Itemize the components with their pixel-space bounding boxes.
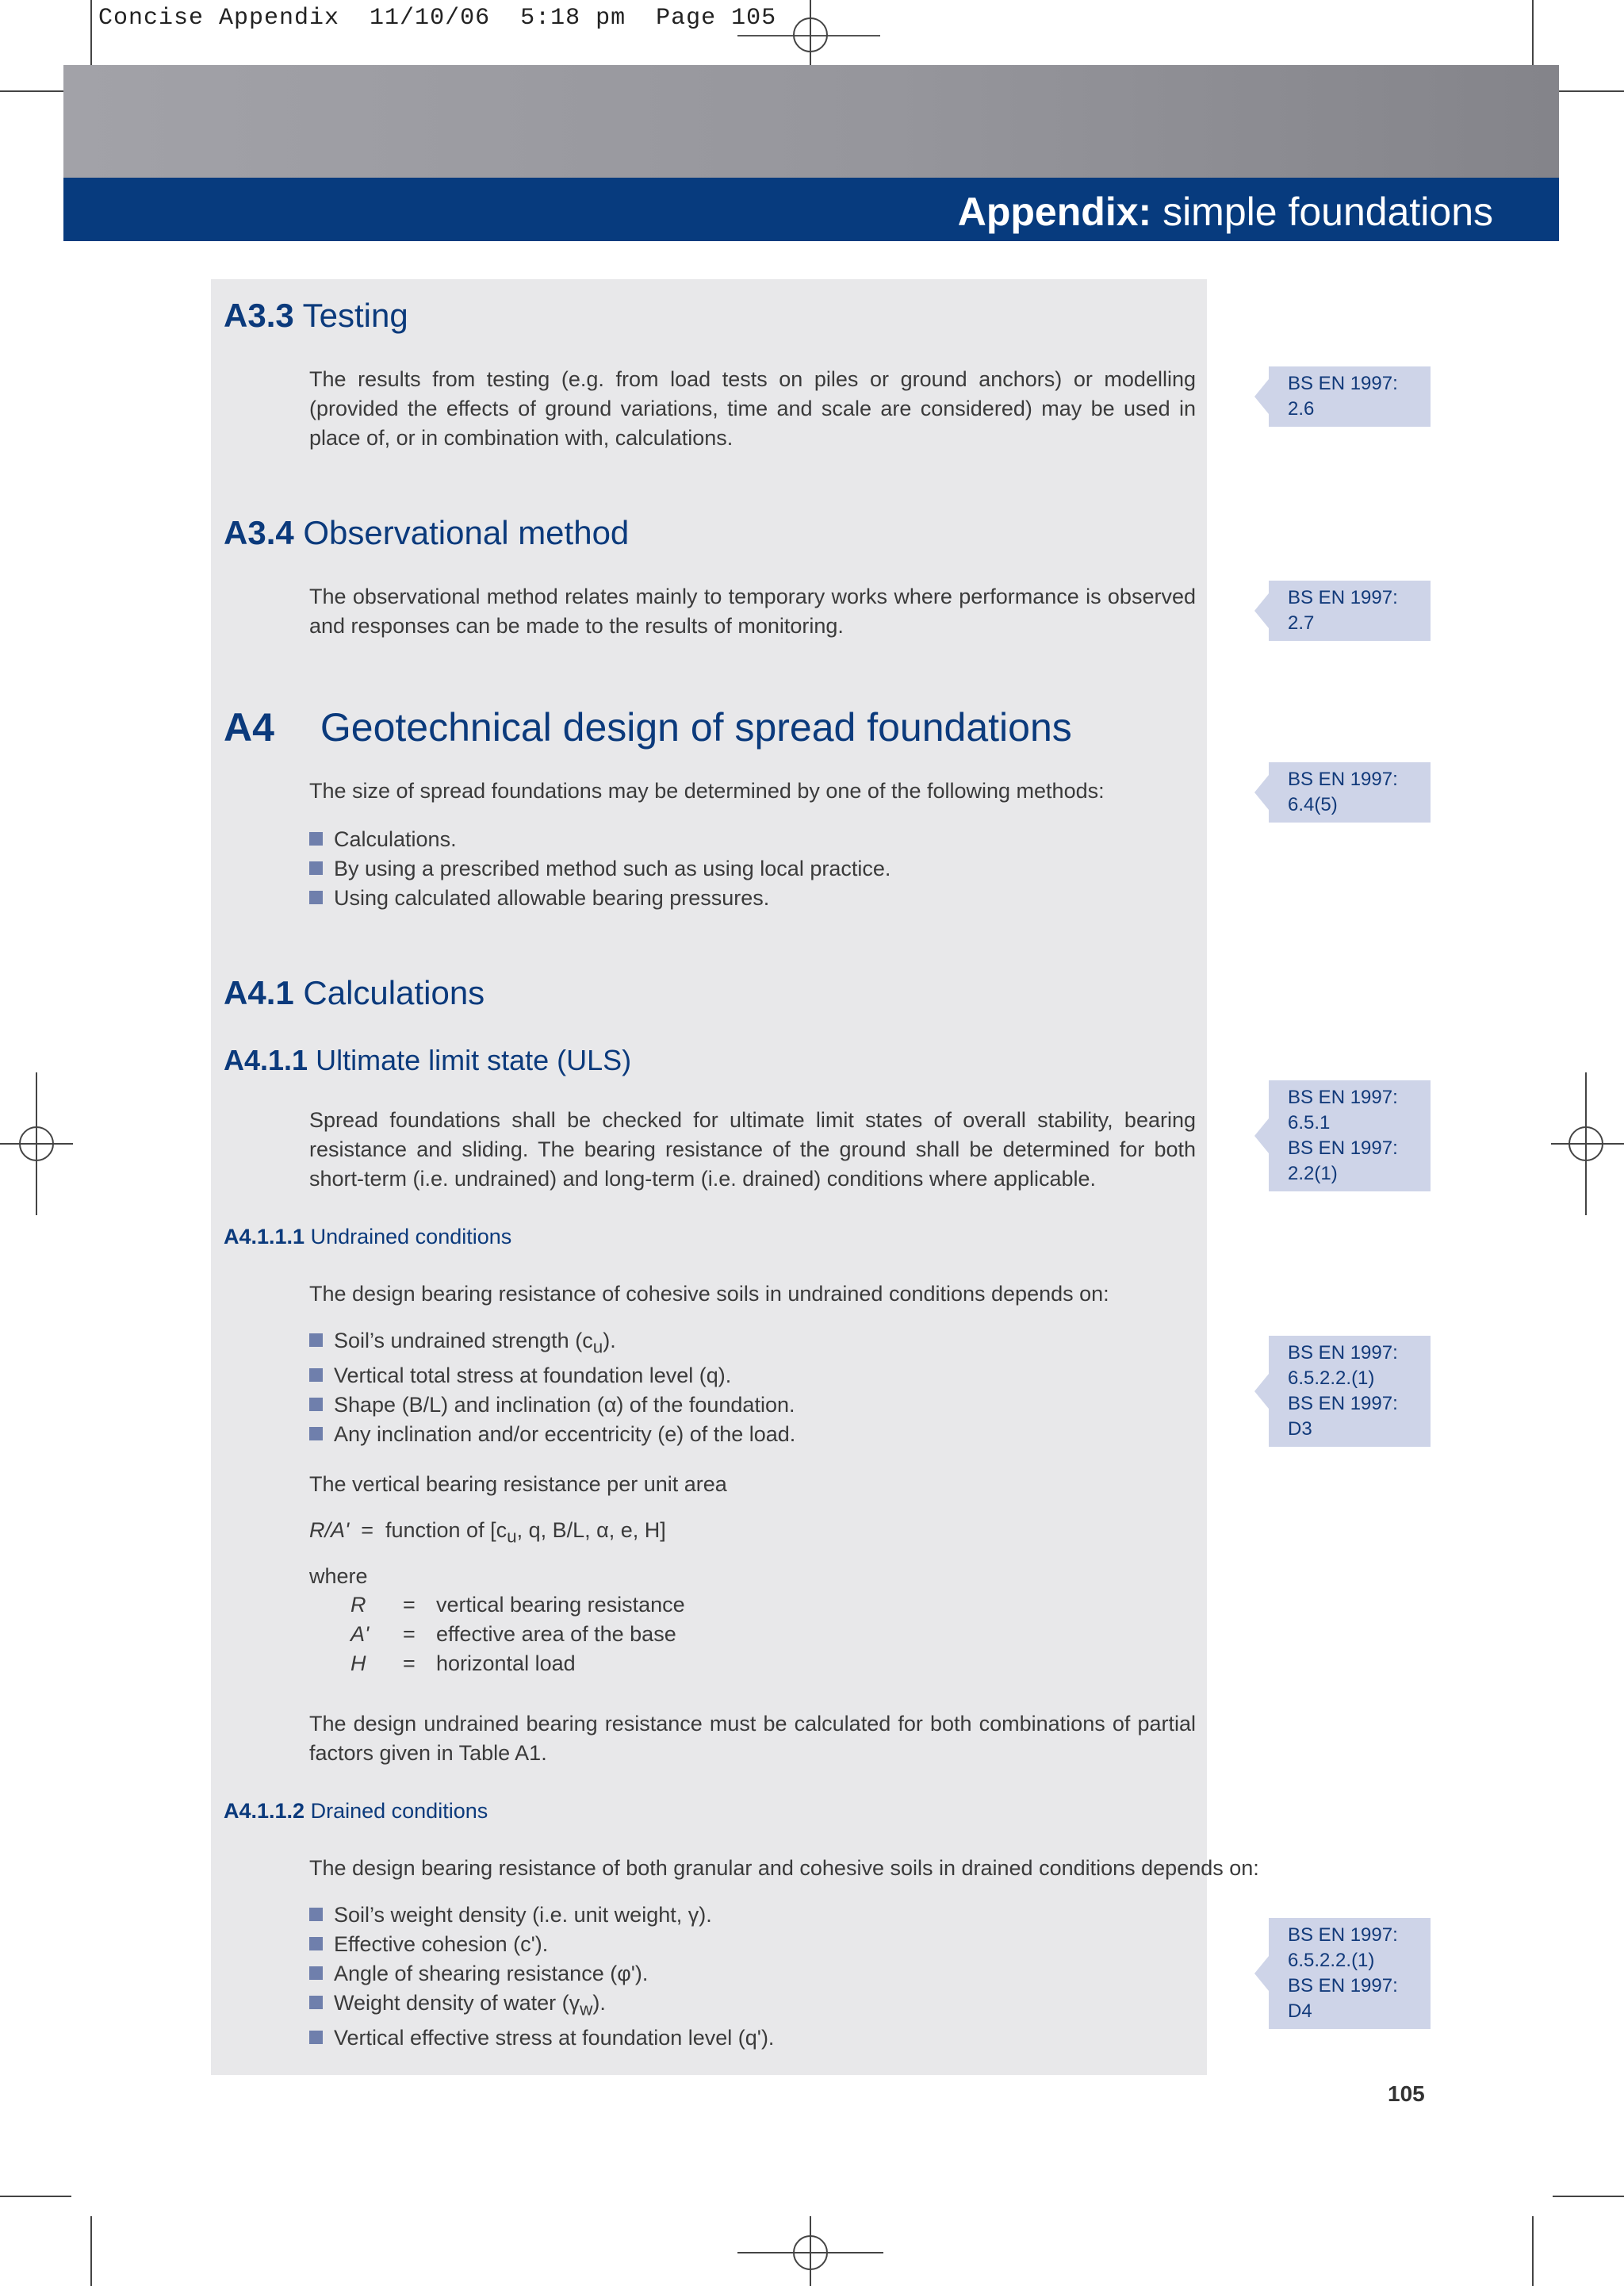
list-item: Vertical total stress at foundation level (q). xyxy=(309,1361,795,1390)
bullet-square-icon xyxy=(309,1368,323,1382)
section-heading-a4-1-1-2 xyxy=(224,1799,488,1824)
list-item: Angle of shearing resistance (φ'). xyxy=(309,1959,774,1989)
margin-reference: BS EN 1997: 2.6 xyxy=(1269,366,1431,427)
header-title-bold: Appendix: xyxy=(957,190,1152,234)
bullet-square-icon xyxy=(309,1333,323,1347)
section-title: Ultimate limit state (ULS) xyxy=(316,1044,632,1076)
bullet-square-icon xyxy=(309,1966,323,1980)
margin-reference: BS EN 1997: 2.7 xyxy=(1269,581,1431,641)
bullet-square-icon xyxy=(309,832,323,846)
list-item: Using calculated allowable bearing pressures. xyxy=(309,884,891,913)
bullet-square-icon xyxy=(309,1996,323,2009)
paragraph-testing: The results from testing (e.g. from load tests on piles or ground anchors) or modelling (provided the effects of ground variations, time and scale are considered) may be used in place of, or in combination with, calculations. xyxy=(309,367,1196,450)
section-number: A4.1.1.2 xyxy=(224,1799,305,1823)
formula-vertical-resistance: R/A' = function of [$c_u$, q, B/L, α, e, H] xyxy=(309,1518,666,1547)
margin-reference: BS EN 1997: 6.4(5) xyxy=(1269,762,1431,823)
paragraph-undrained-closing: The design undrained bearing resistance must be calculated for both combinations of partial factors given in Table A1. xyxy=(309,1712,1196,1765)
section-title: Calculations xyxy=(303,974,485,1011)
registration-line xyxy=(1551,1143,1624,1145)
list-item: Shape (B/L) and inclination (α) of the foundation. xyxy=(309,1390,795,1420)
bullet-square-icon xyxy=(309,2031,323,2044)
margin-reference: BS EN 1997: 6.5.1 BS EN 1997: 2.2(1) xyxy=(1269,1080,1431,1191)
bullet-square-icon xyxy=(309,891,323,904)
crop-mark xyxy=(90,2216,92,2286)
bullet-square-icon xyxy=(309,1398,323,1411)
section-heading-a3-3 xyxy=(224,297,408,335)
crop-mark xyxy=(1532,0,1534,70)
list-item: Soil’s undrained strength $(c_u)$. xyxy=(309,1326,795,1361)
paragraph-drained-intro: The design bearing resistance of both granular and cohesive soils in drained conditions depends on: xyxy=(309,1856,1259,1880)
registration-line xyxy=(810,0,811,70)
section-number: A3.3 xyxy=(224,297,294,334)
section-title: Testing xyxy=(302,297,408,334)
crop-mark xyxy=(1553,90,1624,92)
section-heading-a4 xyxy=(224,704,1072,750)
list-item: Soil’s weight density (i.e. unit weight, γ). xyxy=(309,1901,774,1930)
list-item: Any inclination and/or eccentricity (e) of the load. xyxy=(309,1420,795,1449)
paragraph-vertical-resistance: The vertical bearing resistance per unit area xyxy=(309,1472,727,1496)
bullet-list-undrained xyxy=(309,1326,795,1449)
section-number: A3.4 xyxy=(224,514,294,551)
section-title: Observational method xyxy=(303,514,630,551)
bullet-square-icon xyxy=(309,1908,323,1921)
header-grey-band xyxy=(63,65,1559,178)
bullet-square-icon xyxy=(309,861,323,875)
margin-reference: BS EN 1997: 6.5.2.2.(1) BS EN 1997: D3 xyxy=(1269,1336,1431,1447)
list-item: Weight density of water $(\gamma_w)$. xyxy=(309,1989,774,2023)
page-header-title xyxy=(958,189,1493,235)
section-number: A4.1 xyxy=(224,974,294,1011)
list-item: Vertical effective stress at foundation level (q'). xyxy=(309,2023,774,2053)
list-item: By using a prescribed method such as using local practice. xyxy=(309,854,891,884)
crop-mark xyxy=(1532,2216,1534,2286)
crop-mark xyxy=(0,90,71,92)
section-heading-a4-1-1-1 xyxy=(224,1225,511,1249)
paragraph-undrained-intro: The design bearing resistance of cohesive soils in undrained conditions depends on: xyxy=(309,1282,1109,1306)
bullet-list-methods xyxy=(309,825,891,913)
registration-line xyxy=(0,1143,73,1145)
where-label: where xyxy=(309,1564,368,1588)
crop-mark xyxy=(1553,2196,1624,2197)
page-number: 105 xyxy=(1388,2081,1425,2106)
list-item: Effective cohesion (c'). xyxy=(309,1930,774,1959)
print-slug: Concise Appendix 11/10/06 5:18 pm Page 105 xyxy=(98,5,777,32)
section-number: A4 xyxy=(224,705,274,750)
paragraph-uls: Spread foundations shall be checked for ultimate limit states of overall stability, bearing resistance and sliding. The bearing resistance of the ground shall be determined for both short-term (i.e. undrained) and long-term (i.e. drained) conditions where applicable. xyxy=(309,1108,1196,1191)
section-heading-a4-1-1 xyxy=(224,1044,631,1077)
paragraph-a4-intro: The size of spread foundations may be determined by one of the following methods: xyxy=(309,779,1105,803)
margin-reference: BS EN 1997: 6.5.2.2.(1) BS EN 1997: D4 xyxy=(1269,1918,1431,2029)
section-title: Undrained conditions xyxy=(310,1225,512,1248)
bullet-square-icon xyxy=(309,1427,323,1440)
registration-line xyxy=(810,2216,811,2286)
header-title-rest: simple foundations xyxy=(1162,190,1493,234)
section-number: A4.1.1 xyxy=(224,1044,308,1076)
section-number: A4.1.1.1 xyxy=(224,1225,305,1248)
paragraph-observational: The observational method relates mainly to temporary works where performance is observed and responses can be made to the results of monitoring. xyxy=(309,585,1196,638)
crop-mark xyxy=(0,2196,71,2197)
section-heading-a4-1 xyxy=(224,974,485,1012)
list-item: Calculations. xyxy=(309,825,891,854)
bullet-square-icon xyxy=(309,1937,323,1950)
section-title: Drained conditions xyxy=(310,1799,488,1823)
registration-line xyxy=(737,2252,883,2253)
section-heading-a3-4 xyxy=(224,514,629,552)
crop-mark xyxy=(90,0,92,70)
section-title: Geotechnical design of spread foundations xyxy=(320,705,1072,750)
bullet-list-drained xyxy=(309,1901,774,2053)
